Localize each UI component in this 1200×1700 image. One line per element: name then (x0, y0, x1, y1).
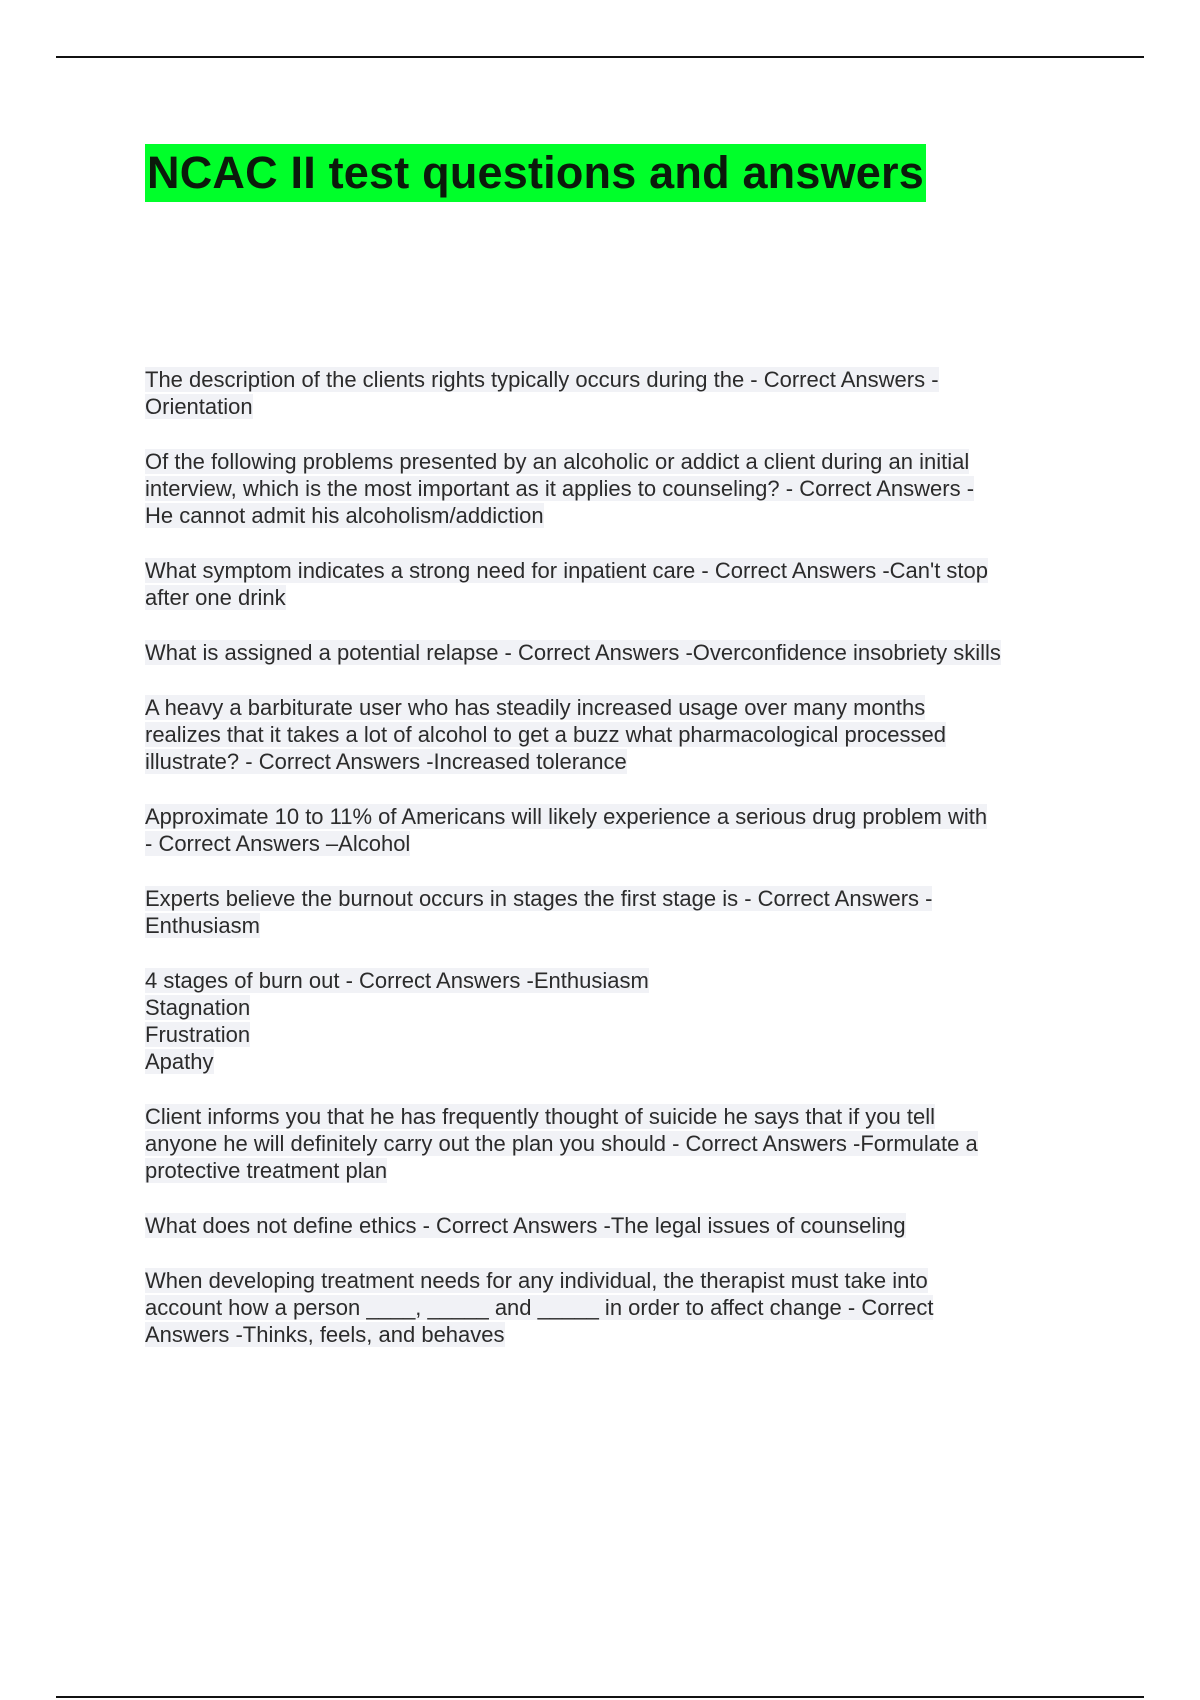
qa-item (145, 366, 1095, 420)
qa-item (145, 1103, 1095, 1184)
qa-item (145, 885, 1095, 939)
qa-text: A heavy a barbiturate user who has steadily increased usage over many months realizes that it takes a lot of alcohol to get a buzz what pharmacological processed illustrate? - Correct Answers -Increased tolerance (145, 695, 947, 774)
qa-item (145, 1212, 1095, 1239)
qa-text: 4 stages of burn out - Correct Answers -Enthusiasm Stagnation Frustration Apathy (145, 968, 649, 1074)
qa-item (145, 803, 1095, 857)
qa-text: What does not define ethics - Correct Answers -The legal issues of counseling (145, 1213, 906, 1238)
qa-text: Client informs you that he has frequently thought of suicide he says that if you tell anyone he will definitely carry out the plan you should - Correct Answers -Formulate a protective treatment plan (145, 1104, 978, 1183)
qa-item (145, 967, 1095, 1075)
qa-list (145, 366, 1095, 1376)
qa-item (145, 557, 1095, 611)
qa-text: When developing treatment needs for any individual, the therapist must take into account how a person ____, _____ and _____ in order to affect change - Correct Answers -Thinks, feels, and behaves (145, 1268, 934, 1347)
bottom-rule (56, 1696, 1144, 1698)
qa-item (145, 448, 1095, 529)
qa-item (145, 1267, 1095, 1348)
qa-text: The description of the clients rights typically occurs during the - Correct Answers - Orientation (145, 367, 939, 419)
top-rule (56, 56, 1144, 58)
document-title: NCAC II test questions and answers (145, 144, 926, 202)
qa-text: Experts believe the burnout occurs in stages the first stage is - Correct Answers - Enthusiasm (145, 886, 933, 938)
qa-item (145, 694, 1095, 775)
qa-item (145, 639, 1095, 666)
qa-text: What symptom indicates a strong need for inpatient care - Correct Answers -Can't stop after one drink (145, 558, 989, 610)
title-block (145, 144, 926, 202)
qa-text: What is assigned a potential relapse - Correct Answers -Overconfidence insobriety skills (145, 640, 1001, 665)
qa-text: Approximate 10 to 11% of Americans will likely experience a serious drug problem with - Correct Answers –Alcohol (145, 804, 988, 856)
qa-text: Of the following problems presented by an alcoholic or addict a client during an initial interview, which is the most important as it applies to counseling? - Correct Answers - He cannot admit his alcoholism/addiction (145, 449, 975, 528)
